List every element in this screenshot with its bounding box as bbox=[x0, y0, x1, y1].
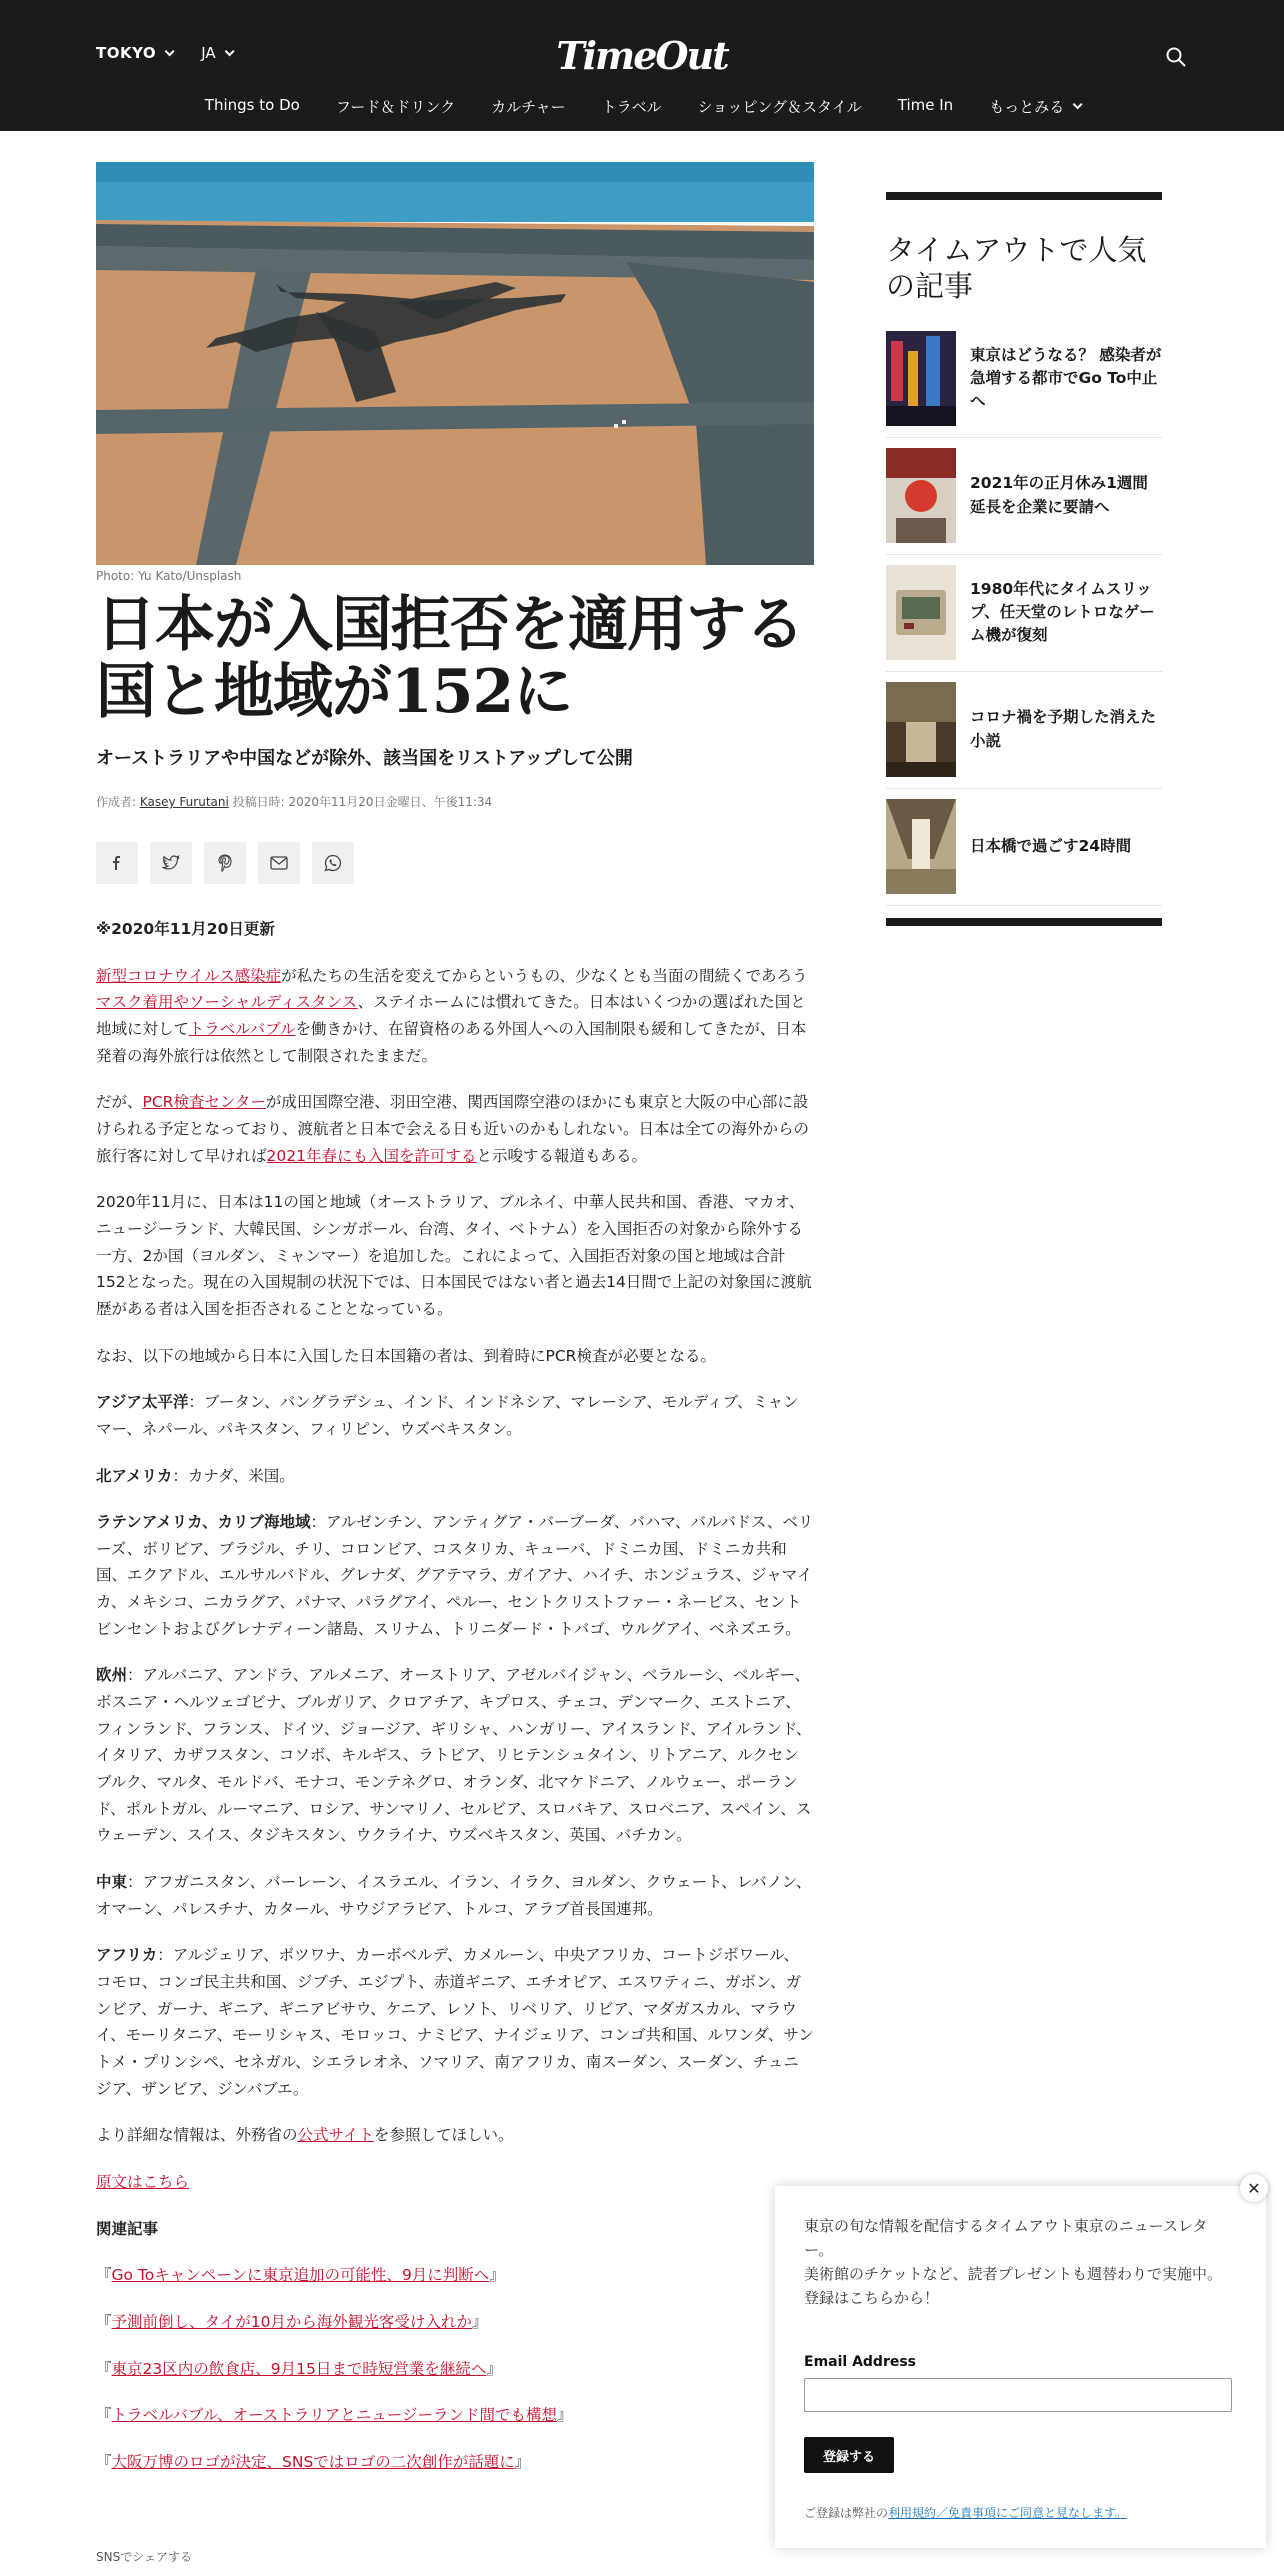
region-latin-america bbox=[96, 1509, 814, 1642]
original-article bbox=[96, 2169, 814, 2196]
p1-text-2: 、ステイホームには慣れてきた。日本はいくつかの選ばれた国と地域に対して bbox=[96, 993, 806, 1038]
popular-sidebar bbox=[886, 192, 1162, 926]
popular-title: 1980年代にタイムスリップ、任天堂のレトロなゲーム機が復刻 bbox=[970, 579, 1155, 645]
terms-note bbox=[804, 2504, 1127, 2521]
main-nav bbox=[0, 96, 1284, 117]
related-item: 『トラベルバブル、オーストラリアとニュージーランド間でも構想』 bbox=[96, 2406, 573, 2425]
p2-text-3: と示唆する報道もある。 bbox=[476, 1146, 647, 1165]
sidebar-bottom-rule bbox=[886, 918, 1162, 926]
link-official-site[interactable]: 公式サイト bbox=[297, 2126, 374, 2145]
related-link[interactable]: トラベルバブル、オーストラリアとニュージーランド間でも構想 bbox=[111, 2406, 557, 2425]
paragraph-1 bbox=[96, 963, 814, 1070]
region-name: 北アメリカ bbox=[96, 1466, 173, 1485]
share-twitter-button[interactable] bbox=[150, 842, 192, 884]
email-icon bbox=[270, 856, 288, 870]
related-item: 『Go Toキャンペーンに東京追加の可能性、9月に判断へ』 bbox=[96, 2266, 505, 2285]
popular-item[interactable] bbox=[886, 555, 1162, 672]
more-info bbox=[96, 2122, 814, 2149]
nav-item-culture[interactable]: カルチャー bbox=[491, 98, 566, 116]
city-label: TOKYO bbox=[96, 44, 157, 62]
popular-title: 日本橋で過ごす24時間 bbox=[970, 836, 1132, 855]
share-whatsapp-button[interactable] bbox=[312, 842, 354, 884]
region-europe bbox=[96, 1662, 814, 1849]
link-mask-distance[interactable]: マスク着用やソーシャルディスタンス bbox=[96, 993, 358, 1012]
region-name: 欧州 bbox=[96, 1666, 128, 1685]
popular-thumbnail bbox=[886, 565, 956, 660]
popular-item[interactable] bbox=[886, 321, 1162, 438]
hero-image bbox=[96, 162, 814, 565]
update-note bbox=[96, 916, 814, 943]
language-selector[interactable] bbox=[201, 44, 230, 62]
chevron-down-icon bbox=[1073, 99, 1083, 109]
link-original[interactable]: 原文はこちら bbox=[96, 2172, 190, 2191]
article-body bbox=[96, 916, 814, 2496]
site-header bbox=[0, 0, 1284, 131]
link-covid[interactable]: 新型コロナウイルス感染症 bbox=[96, 966, 282, 985]
paragraph-3: 2020年11月に、日本は11の国と地域（オーストラリア、ブルネイ、中華人民共和国、香港、マカオ、ニュージーランド、大韓民国、シンガポール、台湾、タイ、ベトナム）を入国拒否の対象から除外する一方、2か国（ヨルダン、ミャンマー）を追加した。これによって、入国拒否対象の国と地域は合計152となった。現在の入国規制の状況下では、日本国民ではない者と過去14日間で上記の対象国に渡航歴がある者は入国を拒否されることとなっている。 bbox=[96, 1193, 812, 1318]
whatsapp-icon bbox=[324, 854, 342, 872]
related-link[interactable]: 予測前倒し、タイが10月から海外観光客受け入れか bbox=[111, 2312, 472, 2331]
pinterest-icon bbox=[217, 854, 233, 872]
title-line-2: 国と地域が152に bbox=[96, 657, 573, 728]
region-list: ：アルバニア、アンドラ、アルメニア、オーストリア、アゼルバイジャン、ベラルーシ、ベルギー、ボスニア・ヘルツェゴビナ、ブルガリア、クロアチア、キプロス、チェコ、デンマーク、エストニア、フィンランド、フランス、ドイツ、ジョージア、ギリシャ、ハンガリー、アイスランド、アイルランド、イタリア、カザフスタン、コソボ、キルギス、ラトビア、リヒテンシュタイン、リトアニア、ルクセンブルク、マルタ、モルドバ、モナコ、モンテネグロ、オランダ、北マケドニア、ノルウェー、ポーランド、ポルトガル、ルーマニア、ロシア、サンマリノ、セルビア、スロバキア、スロベニア、スペイン、スウェーデン、スイス、タジキスタン、ウクライナ、ウズベキスタン、英国、バチカン。 bbox=[96, 1666, 812, 1845]
related-item: 『予測前倒し、タイが10月から海外観光客受け入れか』 bbox=[96, 2312, 488, 2331]
region-list: ：アフガニスタン、バーレーン、イスラエル、イラン、イラク、ヨルダン、クウェート、レバノン、オマーン、パレスチナ、カタール、サウジアラビア、トルコ、アラブ首長国連邦。 bbox=[96, 1873, 812, 1918]
region-name: 中東 bbox=[96, 1873, 128, 1892]
p1-text-1: が私たちの生活を変えてからというもの、少なくとも当面の間続くであろう bbox=[281, 966, 808, 985]
region-list: ：ブータン、バングラデシュ、インド、インドネシア、マレーシア、モルディブ、ミャンマー、ネパール、パキスタン、フィリピン、ウズベキスタン。 bbox=[96, 1393, 799, 1438]
popular-title: 2021年の正月休み1週間延長を企業に要請へ bbox=[970, 474, 1148, 516]
newsletter-desc-line-2: 美術館のチケットなど、読者プレゼントも週替わりで実施中。 bbox=[804, 2265, 1223, 2283]
region-name: アジア太平洋 bbox=[96, 1393, 189, 1412]
region-name: アフリカ bbox=[96, 1946, 158, 1965]
subscribe-button[interactable]: 登録する bbox=[804, 2437, 894, 2473]
link-spring-2021[interactable]: 2021年春にも入国を許可する bbox=[266, 1146, 477, 1165]
search-icon[interactable] bbox=[1164, 45, 1188, 69]
photo-credit: Photo: Yu Kato/Unsplash bbox=[96, 569, 242, 583]
p2-text-1: だが、 bbox=[96, 1093, 143, 1112]
nav-item-things-to-do[interactable]: Things to Do bbox=[204, 96, 300, 114]
p1-text-3: を働きかけ、在留資格のある外国人への入国制限も緩和してきたが、日本発着の海外旅行は依然として制限されたままだ。 bbox=[96, 1019, 807, 1065]
popular-item[interactable] bbox=[886, 672, 1162, 789]
more-info-text-2: を参照してほしい。 bbox=[373, 2126, 514, 2145]
nav-item-time-in[interactable]: Time In bbox=[897, 96, 954, 114]
popular-title: コロナ禍を予期した消えた小説 bbox=[970, 708, 1157, 750]
region-name: ラテンアメリカ、カリブ海地域 bbox=[96, 1513, 311, 1532]
close-icon: ✕ bbox=[1247, 2178, 1261, 2198]
region-africa bbox=[96, 1942, 814, 2102]
share-bar bbox=[96, 842, 354, 884]
nav-item-travel[interactable]: トラベル bbox=[601, 98, 662, 116]
newsletter-desc-line-1: 東京の旬な情報を配信するタイムアウト東京のニュースレター。 bbox=[804, 2217, 1208, 2259]
article-title bbox=[96, 592, 816, 726]
share-pinterest-button[interactable] bbox=[204, 842, 246, 884]
paragraph-4: なお、以下の地域から日本に入国した日本国籍の者は、到着時にPCR検査が必要となる。 bbox=[96, 1346, 716, 1365]
region-list: ：アルジェリア、ボツワナ、カーボベルデ、カメルーン、中央アフリカ、コートジボワール、コモロ、コンゴ民主共和国、ジブチ、エジプト、赤道ギニア、エチオピア、エスワティニ、ガボン、ガンビア、ガーナ、ギニア、ギニアビサウ、ケニア、レソト、リベリア、リビア、マダガスカル、マラウイ、モーリタニア、モーリシャス、モロッコ、ナミビア、ナイジェリア、コンゴ共和国、ルワンダ、サントメ・プリンシペ、セネガル、シエラレオネ、ソマリア、南アフリカ、南スーダン、スーダン、チュニジア、ザンビア、ジンバブエ。 bbox=[96, 1946, 814, 2098]
sidebar-title: タイムアウトで人気の記事 bbox=[886, 233, 1147, 304]
timeout-logo[interactable]: TimeOut bbox=[556, 32, 728, 78]
popular-thumbnail bbox=[886, 331, 956, 426]
related-link[interactable]: 大阪万博のロゴが決定、SNSではロゴの二次創作が話題に bbox=[111, 2452, 515, 2471]
link-travel-bubble[interactable]: トラベルバブル bbox=[188, 1019, 296, 1038]
nav-item-more[interactable] bbox=[989, 96, 1079, 117]
popular-item[interactable] bbox=[886, 438, 1162, 555]
terms-link[interactable]: 利用規約／免責事項にご同意と見なします。 bbox=[888, 2506, 1128, 2520]
email-input[interactable] bbox=[804, 2378, 1232, 2412]
related-item: 『東京23区内の飲食店、9月15日まで時短営業を継続へ』 bbox=[96, 2359, 502, 2378]
share-facebook-button[interactable] bbox=[96, 842, 138, 884]
article-subtitle: オーストラリアや中国などが除外、該当国をリストアップして公開 bbox=[96, 748, 633, 769]
link-pcr-center[interactable]: PCR検査センター bbox=[142, 1093, 266, 1112]
close-popup-button[interactable] bbox=[1240, 2174, 1268, 2202]
byline-prefix: 作成者: bbox=[96, 795, 140, 809]
popular-thumbnail bbox=[886, 448, 956, 543]
twitter-icon bbox=[162, 855, 180, 871]
update-note-text: ※2020年11月20日更新 bbox=[96, 920, 275, 938]
p2-text-2: が成田国際空港、羽田空港、関西国際空港のほかにも東京と大阪の中心部に設けられる予定となっており、渡航者と日本で会える日も近いのかもしれない。日本は全ての海外からの旅行客に対して早ければ bbox=[96, 1093, 810, 1165]
popular-thumbnail bbox=[886, 682, 956, 777]
byline bbox=[96, 793, 492, 810]
region-list: ：カナダ、米国。 bbox=[172, 1466, 295, 1485]
popular-item[interactable] bbox=[886, 789, 1162, 906]
share-footer: SNSでシェアする bbox=[96, 2550, 192, 2564]
nav-more-label: もっとみる bbox=[989, 98, 1065, 116]
newsletter-description bbox=[804, 2214, 1234, 2310]
popular-title: 東京はどうなる？ 感染者が急増する都市でGo To中止へ bbox=[970, 345, 1162, 411]
newsletter-desc-line-3: 登録はこちらから！ bbox=[804, 2289, 940, 2307]
region-middle-east bbox=[96, 1869, 814, 1922]
author-link[interactable]: Kasey Furutani bbox=[139, 795, 229, 809]
terms-prefix: ご登録は弊社の bbox=[804, 2506, 889, 2520]
related-item: 『大阪万博のロゴが決定、SNSではロゴの二次創作が話題に』 bbox=[96, 2452, 531, 2471]
city-selector[interactable] bbox=[96, 44, 171, 62]
title-line-1: 日本が入国拒否を適用する bbox=[96, 590, 804, 660]
facebook-icon bbox=[109, 855, 125, 871]
language-label: JA bbox=[201, 44, 216, 62]
related-title: 関連記事 bbox=[96, 2219, 159, 2238]
header-left bbox=[96, 44, 231, 62]
nav-item-food-drink[interactable]: フード＆ドリンク bbox=[335, 98, 456, 116]
nav-item-shopping-style[interactable]: ショッピング＆スタイル bbox=[697, 98, 862, 116]
chevron-down-icon bbox=[165, 46, 175, 56]
related-link[interactable]: 東京23区内の飲食店、9月15日まで時短営業を継続へ bbox=[111, 2359, 487, 2378]
chevron-down-icon bbox=[224, 46, 234, 56]
share-email-button[interactable] bbox=[258, 842, 300, 884]
email-label: Email Address bbox=[804, 2354, 917, 2370]
more-info-text-1: より詳細な情報は、外務省の bbox=[96, 2126, 298, 2145]
region-asia-pacific bbox=[96, 1389, 814, 1442]
region-list: ：アルゼンチン、アンティグア・バーブーダ、バハマ、バルバドス、ベリーズ、ボリビア、ブラジル、チリ、コロンビア、コスタリカ、キューバ、ドミニカ国、ドミニカ共和国、エクアドル、エルサルバドル、グレナダ、グアテマラ、ガイアナ、ハイチ、ホンジュラス、ジャマイカ、メキシコ、ニカラグア、パナマ、パラグアイ、ペルー、セントクリストファー・ネービス、セントビンセントおよびグレナディーン諸島、スリナム、トリニダード・トバゴ、ウルグアイ、ベネズエラ。 bbox=[96, 1513, 814, 1638]
byline-date: 投稿日時: 2020年11月20日金曜日、午後11:34 bbox=[228, 795, 493, 809]
region-north-america bbox=[96, 1463, 814, 1490]
related-link[interactable]: Go Toキャンペーンに東京追加の可能性、9月に判断へ bbox=[111, 2266, 490, 2285]
paragraph-2 bbox=[96, 1089, 814, 1169]
newsletter-popup bbox=[775, 2186, 1266, 2548]
sidebar-top-rule bbox=[886, 192, 1162, 200]
popular-thumbnail bbox=[886, 799, 956, 894]
